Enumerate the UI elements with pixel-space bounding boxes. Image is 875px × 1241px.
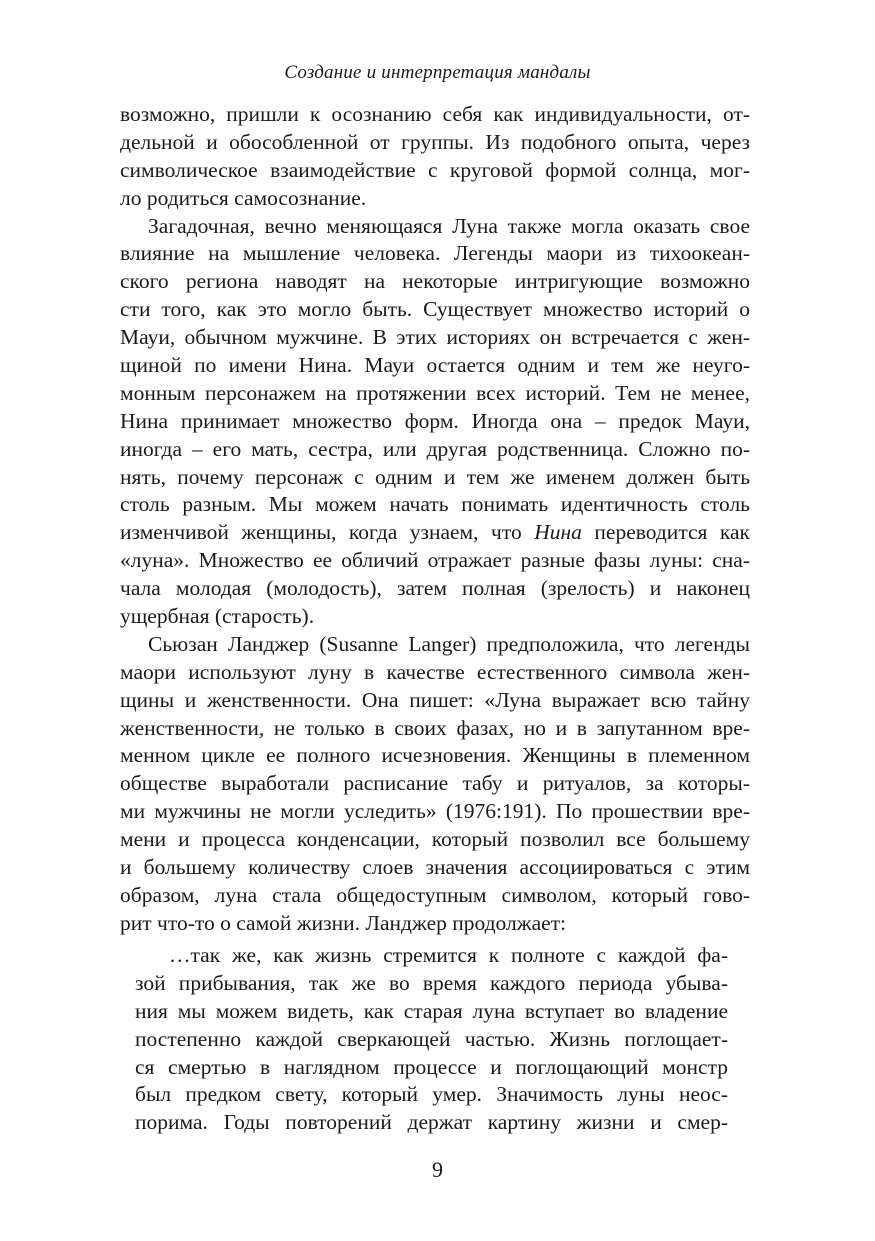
quote-line: был предком свету, который умер. Значимость луны неос- [135, 1082, 728, 1107]
running-header: Создание и интерпретация мандалы [284, 62, 591, 83]
quote-line: ся смертью в наглядном процессе и поглощающий монстр [135, 1054, 728, 1079]
text-line: ущербная (старость). [120, 604, 315, 629]
text-line: маори используют луну в качестве естественного символа жен- [120, 659, 750, 684]
text-fragment: изменчивой женщины, когда узнаем, что [120, 520, 535, 545]
text-line: возможно, пришли к осознанию себя как индивидуальности, от- [120, 102, 750, 126]
text-line: щиной по имени Нина. Мауи остается одним и тем же неуго- [120, 353, 750, 378]
text-line: обществе выработали расписание табу и ритуалов, за которы- [120, 771, 750, 796]
text-line: монным персонажем на протяжении всех историй. Тем не менее, [120, 380, 750, 405]
text-line: образом, луна стала общедоступным символом, который гово- [120, 882, 750, 907]
main-text [120, 101, 750, 938]
text-line: щины и женственности. Она пишет: «Луна выражает всю тайну [120, 687, 750, 712]
text-line: «луна». Множество ее обличий отражает разные фазы луны: сна- [120, 548, 750, 573]
emphasis-nina: Нина [534, 520, 582, 545]
text-line: нять, почему персонаж с одним и тем же именем должен быть [120, 464, 750, 489]
text-line: и большему количеству слоев значения ассоциироваться с этим [120, 855, 750, 880]
text-line: мени и процесса конденсации, который позволил все большему [120, 827, 750, 852]
block-quote [135, 942, 728, 1137]
text-line: влияние на мышление человека. Легенды маори из тихоокеан- [120, 241, 750, 266]
text-line: Сьюзан Ланджер (Susanne Langer) предположила, что легенды [148, 631, 750, 656]
text-line: ского региона наводят на некоторые интригующие возможно [120, 269, 750, 294]
text-line: ми мужчины не могли уследить» (1976:191). По прошествии вре- [120, 799, 750, 824]
text-line: рит что-то о самой жизни. Ланджер продолжает: [120, 910, 567, 935]
text-line: символическое взаимодействие с круговой формой солнца, мог- [120, 157, 750, 182]
text-line: Мауи, обычном мужчине. В этих историях он встречается с жен- [120, 325, 750, 350]
text-line: ло родиться самосознание. [120, 185, 367, 210]
quote-line: ния мы можем видеть, как старая луна вступает во владение [135, 998, 728, 1023]
text-line: Нина принимает множество форм. Иногда она – предок Мауи, [120, 408, 750, 433]
quote-line: …так же, как жизнь стремится к полноте с каждой фа- [169, 943, 728, 967]
text-line: дельной и обособленной от группы. Из подобного опыта, через [120, 129, 750, 154]
quote-line: порима. Годы повторений держат картину жизни и смер- [135, 1110, 728, 1135]
page-number: 9 [432, 1157, 443, 1182]
text-line: чала молодая (молодость), затем полная (зрелость) и наконец [120, 576, 750, 601]
quote-line: постепенно каждой сверкающей частью. Жизнь поглощает- [135, 1026, 728, 1051]
text-line: менном цикле ее полного исчезновения. Женщины в племенном [120, 743, 750, 768]
text-line: сти того, как это могло быть. Существует множество историй о [120, 297, 750, 322]
text-line: столь разным. Мы можем начать понимать идентичность столь [120, 492, 750, 517]
text-fragment: переводится как [581, 520, 750, 545]
text-line: Загадочная, вечно меняющаяся Луна также могла оказать свое [148, 213, 750, 238]
text-line-with-emphasis [120, 519, 750, 547]
text-line: иногда – его мать, сестра, или другая родственница. Сложно по- [120, 436, 750, 461]
quote-line: зой прибывания, так же во время каждого периода убыва- [135, 970, 728, 995]
text-line: женственности, не только в своих фазах, но и в запутанном вре- [120, 715, 750, 740]
